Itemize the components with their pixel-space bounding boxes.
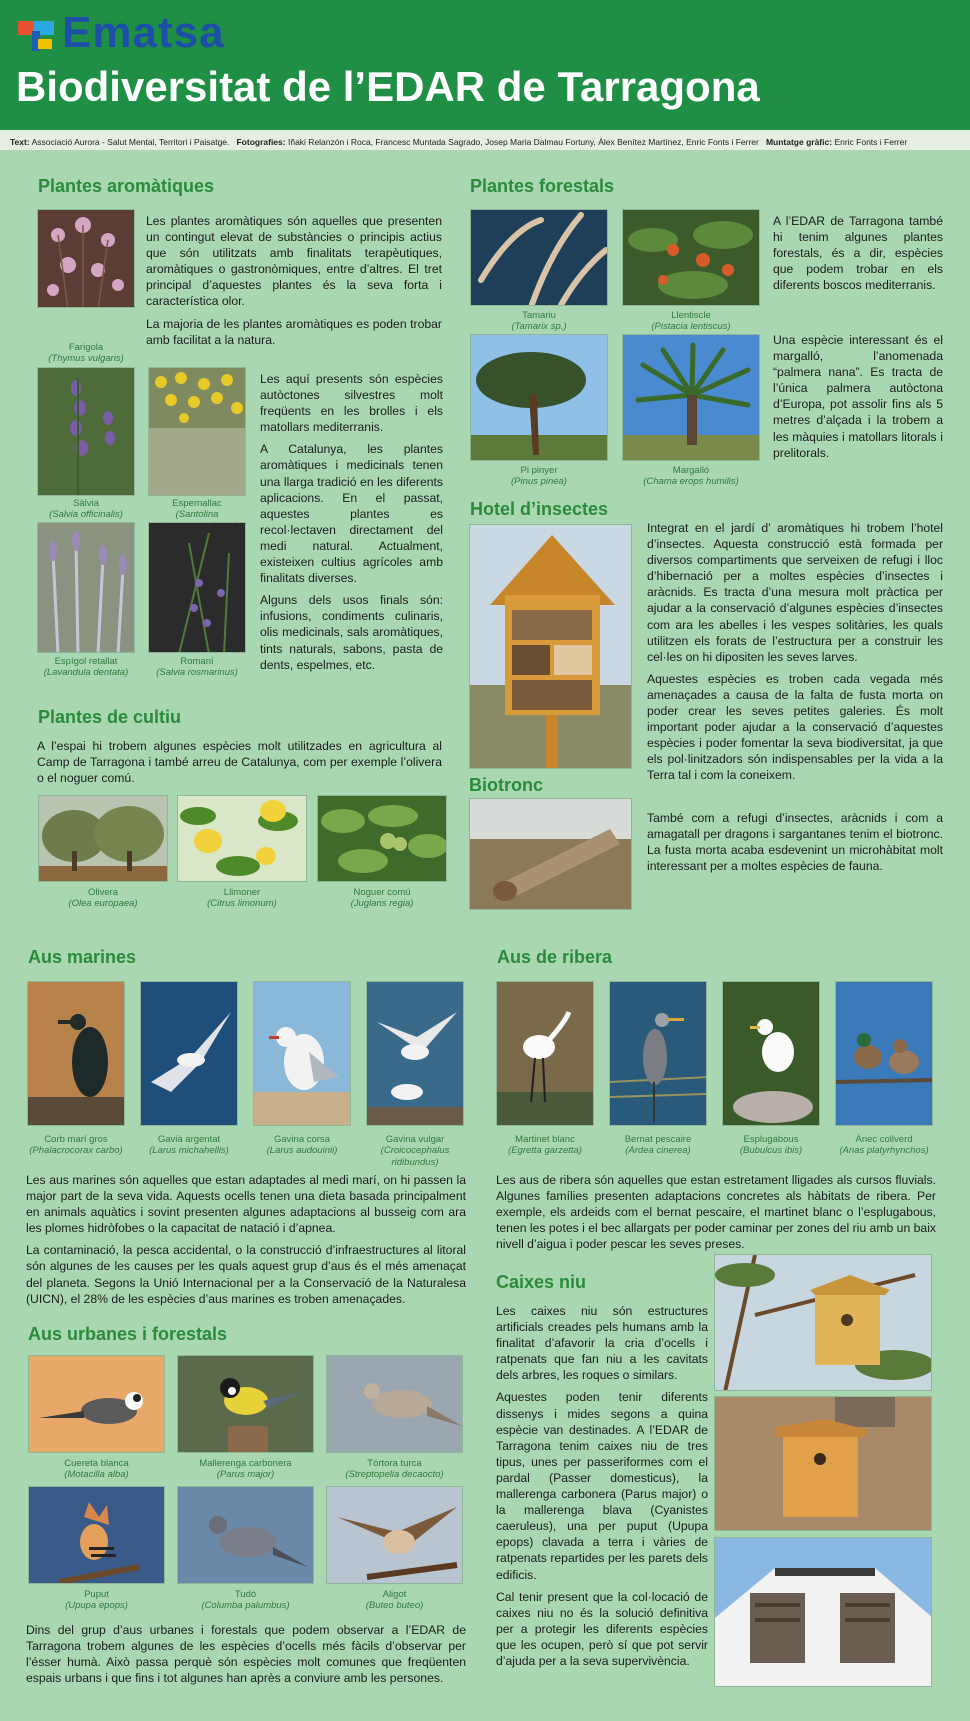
caption-latin: (Juglans regia) [350, 898, 414, 910]
caption-noguer [317, 887, 447, 910]
credits-photos-value: Iñaki Relanzón i Roca, Francesc Muntada Sagrado, Josep Maria Dalmau Fortuny, Àlex Benítez Martínez, Enric Fonts i Ferrer [287, 137, 759, 147]
caption-puput [28, 1589, 165, 1612]
caption-latin: (Santolina [175, 509, 219, 521]
section-title-caixes: Caixes niu [496, 1272, 587, 1292]
caption-name: Espígol retallat [54, 656, 118, 667]
caption-name: Noguer comú [353, 887, 411, 898]
photo-esplugabous [722, 981, 820, 1126]
caption-tudo [177, 1589, 314, 1612]
biotronc-p1: També com a refugi d’insectes, aràcnids i com a amagatall per dragons i sargantanes tenim el biotronc. La fusta morta acaba esdevenint un microhàbitat molt interessant per a moltes espècies de fauna. [647, 811, 943, 874]
caption-latin: (Lavandula dentata) [43, 667, 129, 679]
caption-latin: (Citrus limonum) [207, 898, 277, 910]
caption-tamariu [470, 310, 608, 333]
hotel-text [647, 520, 943, 790]
caption-latin: (Buteo buteo) [365, 1600, 424, 1612]
caption-aligot [326, 1589, 463, 1612]
aromatiques-p1: Les plantes aromàtiques són aquelles que presenten un contingut elevat de substàncies o principis actius que són utilitzats amb finalitats terapèutiques, aromàtiques o gastronòmiques, entre d’altres. El tret principal d’aquestes plantes és la seva forta i característica olor. [146, 214, 442, 309]
photo-salvia [37, 367, 135, 496]
section-title-ribera: Aus de ribera [497, 947, 613, 967]
caption-latin: (Olea europaea) [68, 898, 138, 910]
caption-martinet-blanc [489, 1134, 601, 1157]
photo-martinet-blanc [496, 981, 594, 1126]
photo-llentiscle [622, 209, 760, 306]
caption-latin: (Pinus pinea) [511, 476, 567, 488]
caixes-p2: Aquestes poden tenir diferents dissenys i mides segons a quina espècie van destinades. A l’EDAR de Tarragona tenim caixes niu de tres tipus, unes per passeriformes com el pardal (Passer domesticus), la mallerenga carbonera (Parus major) o la mallerenga blava (Cyanistes caeruleus), una per puput (Upupa epops) clavada a terra i vàries de ratpenats repartides per les parets dels edificis. [496, 1390, 708, 1582]
caption-name: Llentiscle [671, 310, 711, 321]
hotel-p1: Integrat en el jardí d’ aromàtiques hi trobem l’hotel d’insectes. Aquesta construcció està formada per diversos compartiments que serveixen de refugi i lloc d’hibernació per a moltes espècies d’insectes i aràcnids. Es tracta d’una mesura molt pràctica per ajudar a la conservació d’algunes espècies d’insectes com ara les abelles i les vespes solitàries, les quals utilitzen els forats de l’estructura per a construir les cel·les on hi dipositen les seves larves. [647, 521, 943, 664]
forestals-p2: Una espècie interessant és el margalló, l’anomenada “palmera nana”. Es tracta de l’única palmera autòctona d’Europa, pot assolir fins als 5 metres d’alçada i la trobem a les màquies i matollars litorals i prelitorals. [773, 333, 943, 460]
photo-farigola [37, 209, 135, 308]
caption-latin: (Streptopelia decaocto) [345, 1469, 444, 1481]
credits-text-label: Text: [10, 137, 30, 147]
urbanes-p1: Dins del grup d’aus urbanes i forestals que podem observar a l’EDAR de Tarragona trobem algunes de les espècies d’ocells més fàcils d’observar per l’ésser humà. Això passa perquè són espècies molt comunes que freqüenten espais urbans i que fins i tot algunes han après a conviure amb les persones. [26, 1623, 466, 1686]
caption-name: Gavià argentat [157, 1134, 221, 1145]
caption-name: Espernallac [172, 498, 222, 509]
header-banner [0, 0, 970, 130]
caption-llentiscle [622, 310, 760, 333]
photo-corb-mari [27, 981, 125, 1126]
ematsa-logo-icon [16, 13, 56, 53]
biotronc-text [647, 810, 943, 880]
caption-name: Cuereta blanca [64, 1458, 129, 1469]
photo-gavina-corsa [253, 981, 351, 1126]
caption-anec-collverd [828, 1134, 940, 1157]
caption-latin: (Salvia officinalis) [49, 509, 123, 521]
photo-mallerenga-carbonera [177, 1355, 314, 1453]
ribera-p1: Les aus de ribera són aquelles que estan estretament lligades als cursos fluvials. Algunes famílies presenten adaptacions concretes als hàbitats de ribera. Per exemple, els ardeids com el bernat pescaire, el martinet blanc o l’esplugabous, tenen les potes i el bec allargats per poder caminar per zones del riu amb un baix nivell d’aigua i poder pescar les seves preses. [496, 1173, 936, 1252]
caixes-p1: Les caixes niu són estructures artificials creades pels humans amb la finalitat d’afavorir la cria d’ocells i ratpenats que fan niu a les cavitats dels arbres, les roques o similars. [496, 1304, 708, 1383]
caption-tortora-turca [326, 1458, 463, 1481]
photo-tortora-turca [326, 1355, 463, 1453]
ribera-text [496, 1172, 936, 1258]
caption-olivera [38, 887, 168, 910]
caption-latin: (Egretta garzetta) [508, 1145, 582, 1157]
photo-gavina-vulgar [366, 981, 464, 1126]
credits-montage-value: Enric Fonts i Ferrer [834, 137, 908, 147]
photo-biotronc [469, 798, 632, 910]
photo-tamariu [470, 209, 608, 306]
credits-montage-label: Muntatge gràfic: [765, 137, 833, 147]
section-title-hotel: Hotel d’insectes [470, 499, 609, 519]
caption-name: Sàlvia [73, 498, 99, 509]
photo-pi-pinyer [470, 334, 608, 461]
credits-text-value: Associació Aurora - Salut Mental, Territori i Paisatge. [31, 137, 230, 147]
caption-gavina-corsa [246, 1134, 358, 1157]
caption-esplugabous [715, 1134, 827, 1157]
caixes-text [496, 1303, 708, 1675]
caption-mallerenga-carbonera [177, 1458, 314, 1481]
caption-name: Mallerenga carbonera [199, 1458, 292, 1469]
photo-caixa-niu-puput [714, 1396, 932, 1531]
credits-photos-label: Fotografies: [236, 137, 286, 147]
photo-gavia-argentat [140, 981, 238, 1126]
forestals-text-2 [773, 332, 943, 467]
caption-latin: (Motacilla alba) [64, 1469, 129, 1481]
caption-margallo [622, 465, 760, 488]
caption-name: Farigola [68, 342, 104, 353]
caption-name: Gavina corsa [274, 1134, 330, 1145]
forestals-text-1 [773, 213, 943, 299]
photo-bernat-pescaire [609, 981, 707, 1126]
photo-romani [148, 522, 246, 653]
photo-puput [28, 1486, 165, 1584]
credits-bar [0, 130, 970, 150]
page-title: Biodiversitat de l’EDAR de Tarragona [16, 63, 760, 110]
logo-text: Ematsa [62, 8, 225, 57]
aromatiques-text-1 [146, 213, 442, 354]
caption-llimoner [177, 887, 307, 910]
caption-latin: (Croicocephalus ridibundus) [380, 1145, 450, 1168]
photo-espigol-retallat [37, 522, 135, 653]
caption-salvia [30, 498, 142, 521]
photo-caixa-niu-arbre [714, 1254, 932, 1391]
caption-name: Aligot [382, 1589, 407, 1600]
caption-name: Margalló [672, 465, 710, 476]
photo-anec-collverd [835, 981, 933, 1126]
section-title-aromatiques: Plantes aromàtiques [38, 176, 215, 196]
photo-cuereta-blanca [28, 1355, 165, 1453]
caption-latin: (Phalacrocorax carbo) [29, 1145, 123, 1157]
caption-name: Corb marí gros [44, 1134, 108, 1145]
marines-p2: La contaminació, la pesca accidental, o la construcció d’infraestructures al litoral són algunes de les causes per les quals aquest grup d’aus és el més amenaçat del planeta. Segons la Unió Internacional per a la Conservació de la Naturalesa (UICN), el 28% de les espècies d’aus marines es troben amenaçades. [26, 1243, 466, 1306]
hotel-p2: Aquestes espècies es troben cada vegada més amenaçades a causa de la falta de fusta morta on poder crear les seves petites galeries. És molt important poder ajudar a la conservació d’aquestes espècies i poder fomentar la seva biodiversitat, ja que els pol·linitzadors són indispensables per la vida a la Terra tal i com la coneixem. [647, 671, 943, 783]
caption-name: Olivera [87, 887, 119, 898]
caption-latin: (Bubulcus ibis) [739, 1145, 803, 1157]
caption-name: Llimoner [223, 887, 261, 898]
caixes-p3: Cal tenir present que la col·locació de caixes niu no és la solució definitiva per a protegir les diferents espècies que les ocupen, però sí que pot servir d’ajuda per a la seva supervivència. [496, 1589, 708, 1668]
section-title-urbanes: Aus urbanes i forestals [28, 1324, 228, 1344]
photo-tudo [177, 1486, 314, 1584]
section-title-forestals: Plantes forestals [470, 176, 615, 196]
caption-romani [141, 656, 253, 679]
caption-latin: (Larus audouinii) [266, 1145, 338, 1157]
aromatiques-p4: A Catalunya, les plantes aromàtiques i medicinals tenen una llarga tradició en les diferents aplicacions. En el passat, aquestes plantes es recol·lectaven directament del medi natural. Actualment, existeixen cultius agrícoles amb finalitats diverses. [260, 442, 443, 586]
photo-margallo [622, 334, 760, 461]
caption-gavia-argentat [133, 1134, 245, 1157]
photo-aligot [326, 1486, 463, 1584]
marines-text [26, 1172, 466, 1313]
ematsa-logo [16, 8, 225, 58]
caption-latin: (Ardea cinerea) [625, 1145, 691, 1157]
caption-cuereta-blanca [28, 1458, 165, 1481]
caption-name: Tamariu [522, 310, 556, 321]
caption-latin: (Larus michahellis) [149, 1145, 229, 1157]
caption-name: Gavina vulgar [385, 1134, 445, 1145]
cultiu-text [37, 738, 442, 792]
caption-name: Puput [84, 1589, 109, 1600]
photo-llimoner [177, 795, 307, 882]
caption-name: Tórtora turca [367, 1458, 422, 1469]
caption-latin: (Columba palumbus) [201, 1600, 290, 1612]
caption-gavina-vulgar [359, 1134, 471, 1168]
caption-name: Esplugabous [743, 1134, 799, 1145]
caption-latin: (Parus major) [216, 1469, 275, 1481]
section-title-biotronc: Biotronc [469, 775, 543, 795]
photo-caixa-niu-ratpenats [714, 1537, 932, 1687]
section-title-marines: Aus marines [28, 947, 137, 967]
caption-latin: (Tamarix sp.) [511, 321, 567, 333]
aromatiques-text-2 [260, 371, 443, 679]
aromatiques-p5: Alguns dels usos finals són: infusions, condiments culinaris, olis medicinals, sals aromàtiques, tints naturals, sabons, pasta de dents, espelmes, etc. [260, 593, 443, 672]
caption-latin: (Pistacia lentiscus) [651, 321, 731, 333]
caption-espigol [30, 656, 142, 679]
caption-name: Pi pinyer [520, 465, 558, 476]
caption-latin: (Thymus vulgaris) [48, 353, 124, 365]
caption-name: Martinet blanc [515, 1134, 575, 1145]
caption-latin: (Upupa epops) [65, 1600, 128, 1612]
photo-olivera [38, 795, 168, 882]
caption-pi-pinyer [470, 465, 608, 488]
caption-name: Romaní [180, 656, 214, 667]
photo-espernallac [148, 367, 246, 496]
cultiu-p1: A l’espai hi trobem algunes espècies molt utilitzades en agricultura al Camp de Tarragona i també arreu de Catalunya, com per exemple l’olivera o el noguer comú. [37, 739, 442, 786]
caption-name: Ànec collverd [855, 1134, 913, 1145]
aromatiques-p2: La majoria de les plantes aromàtiques es poden trobar amb facilitat a la natura. [146, 316, 442, 347]
photo-noguer [317, 795, 447, 882]
marines-p1: Les aus marines són aquelles que estan adaptades al medi marí, on hi passen la major part de la seva vida. Aquests ocells tenen una dieta basada principalment en animals aquàtics i sovint presenten algunes adaptacions al busseig com ara les plomes hidròfobes o la capacitat de natació i d’apnea. [26, 1173, 466, 1236]
caption-latin: (Anas platyrhynchos) [839, 1145, 929, 1157]
section-title-cultiu: Plantes de cultiu [38, 707, 182, 727]
caption-latin: (Chama erops humilis) [643, 476, 739, 488]
caption-latin: (Salvia rosmarinus) [156, 667, 238, 679]
caption-corb-mari [20, 1134, 132, 1157]
caption-bernat-pescaire [602, 1134, 714, 1157]
caption-name: Bernat pescaire [624, 1134, 692, 1145]
photo-hotel-insectes [469, 524, 632, 769]
caption-farigola [30, 342, 142, 365]
aromatiques-p3: Les aquí presents són espècies autòctones silvestres molt freqüents en les brolles i els matollars mediterranis. [260, 372, 443, 435]
caption-name: Tudó [234, 1589, 257, 1600]
forestals-p1: A l’EDAR de Tarragona també hi tenim algunes plantes forestals, és a dir, espècies que podem trobar en els diferents boscos mediterranis. [773, 214, 943, 293]
urbanes-text [26, 1622, 466, 1692]
